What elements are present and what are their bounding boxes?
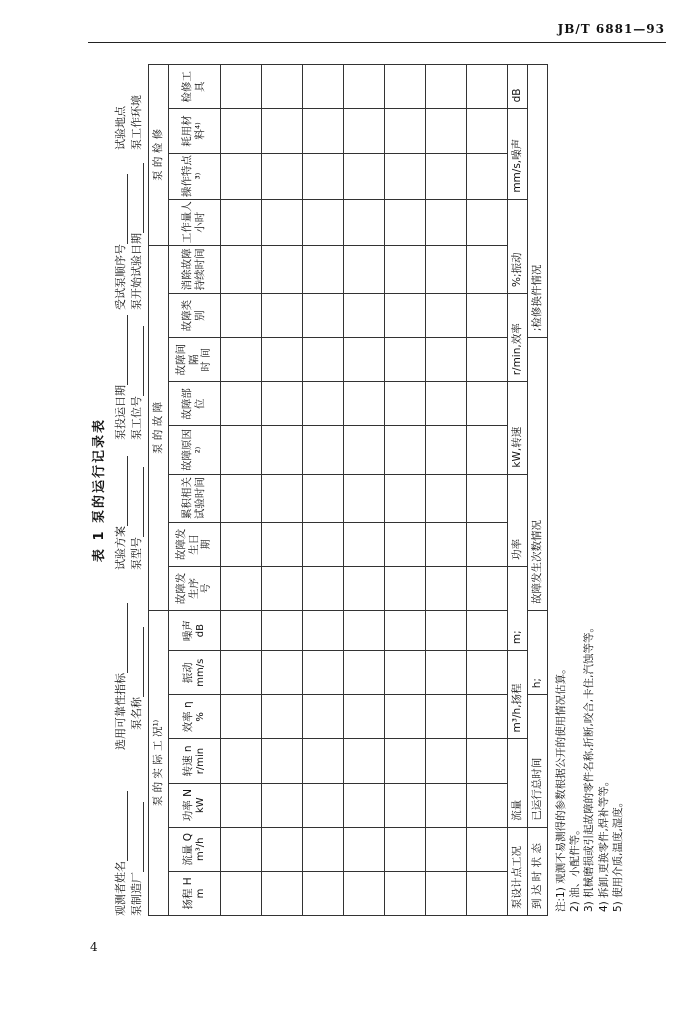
info-test-plan: 试验方案 <box>114 456 128 570</box>
design-row: 泵设计点工况 流量 m³/h,扬程 m; 功率 kW,转速 r/min,效率 %;振动 mm/s,噪声 dB <box>507 65 527 916</box>
col-cumulative-time: 累积相关试验时间 <box>169 474 221 522</box>
col-failure-date: 故障发生日 期 <box>169 522 221 566</box>
col-speed: 转速 n r/min <box>169 739 221 783</box>
group-header-actual: 泵 的 实 际 工 况¹⁾ <box>149 611 169 916</box>
footnote: 2) 油、小配件等。 <box>569 824 582 912</box>
group-header-maintenance: 泵 的 检 修 <box>149 65 169 246</box>
footnote: 3) 机械磨损或引起故障的零件名称,折断,咬合,卡住,汽蚀等等。 <box>583 622 596 912</box>
rotated-sheet <box>88 60 624 920</box>
col-efficiency: 效率 η % <box>169 695 221 739</box>
info-environment: 泵工作环境 <box>130 95 143 150</box>
table-row <box>384 65 425 916</box>
info-reliability-index: 选用可靠性指标 <box>114 603 128 750</box>
design-row-label: 泵设计点工况 <box>507 827 527 915</box>
col-flow: 流量 Q m³/h <box>169 827 221 871</box>
col-failure-interval: 故障间隔 时 间 <box>169 338 221 382</box>
col-materials: 耗用材料⁴⁾ <box>169 109 221 153</box>
table-row <box>261 65 302 916</box>
col-head: 扬程 H m <box>169 871 221 915</box>
info-pump-seq: 受试泵顺序号 <box>114 174 128 310</box>
col-failure-part: 故障部位 <box>169 382 221 426</box>
table-row <box>466 65 507 916</box>
info-observer: 观测者姓名 <box>114 791 128 916</box>
table-row <box>302 65 343 916</box>
standard-code: JB/T 6881—93 <box>557 22 665 36</box>
info-start-date: 泵开始试验日期 <box>130 163 144 310</box>
info-pump-name: 泵名称 <box>130 627 144 730</box>
operation-record-table <box>148 64 548 916</box>
footnote: 注:1) 观测不易测得的参数根据公开的使用情况估算。 <box>555 663 567 912</box>
info-test-site: 试验地点 <box>114 106 127 150</box>
group-header-failure: 泵 的 故 障 <box>149 245 169 610</box>
info-manufacturer: 泵制造厂 <box>130 802 144 916</box>
footnote: 4) 拆卸,更换零件,焊补等等。 <box>597 775 610 912</box>
col-repair-duration: 消除故障持续时间 <box>169 245 221 293</box>
table-caption: 表 1 泵的运行记录表 <box>92 417 107 563</box>
col-failure-cause: 故障原因²⁾ <box>169 426 221 474</box>
status-row-label: 到 达 时 状 态 <box>527 827 547 915</box>
info-pump-model: 泵型号 <box>130 467 144 570</box>
col-failure-class: 故障类别 <box>169 294 221 338</box>
table-row <box>425 65 466 916</box>
info-station: 泵工位号 <box>130 326 144 440</box>
col-tools: 检修工具 <box>169 65 221 109</box>
col-failure-seq: 故障发生序 号 <box>169 566 221 610</box>
col-operation: 操作特点³⁾ <box>169 153 221 199</box>
page-number: 4 <box>90 940 98 954</box>
info-commission-date: 泵投运日期 <box>114 315 128 440</box>
footnotes <box>554 62 625 912</box>
table-row <box>220 65 261 916</box>
col-vibration: 振动 mm/s <box>169 651 221 695</box>
table-row <box>343 65 384 916</box>
col-workload: 工作量人小时 <box>169 199 221 245</box>
header-rule <box>88 42 666 43</box>
footnote: 5) 使用介质,温度,湿度。 <box>611 796 624 912</box>
col-noise: 噪声 dB <box>169 611 221 651</box>
col-power: 功率 N kW <box>169 783 221 827</box>
status-row: 到 达 时 状 态 已运行总时间 h; 故障发生次数情况 ;检修换件情况 <box>527 65 547 916</box>
